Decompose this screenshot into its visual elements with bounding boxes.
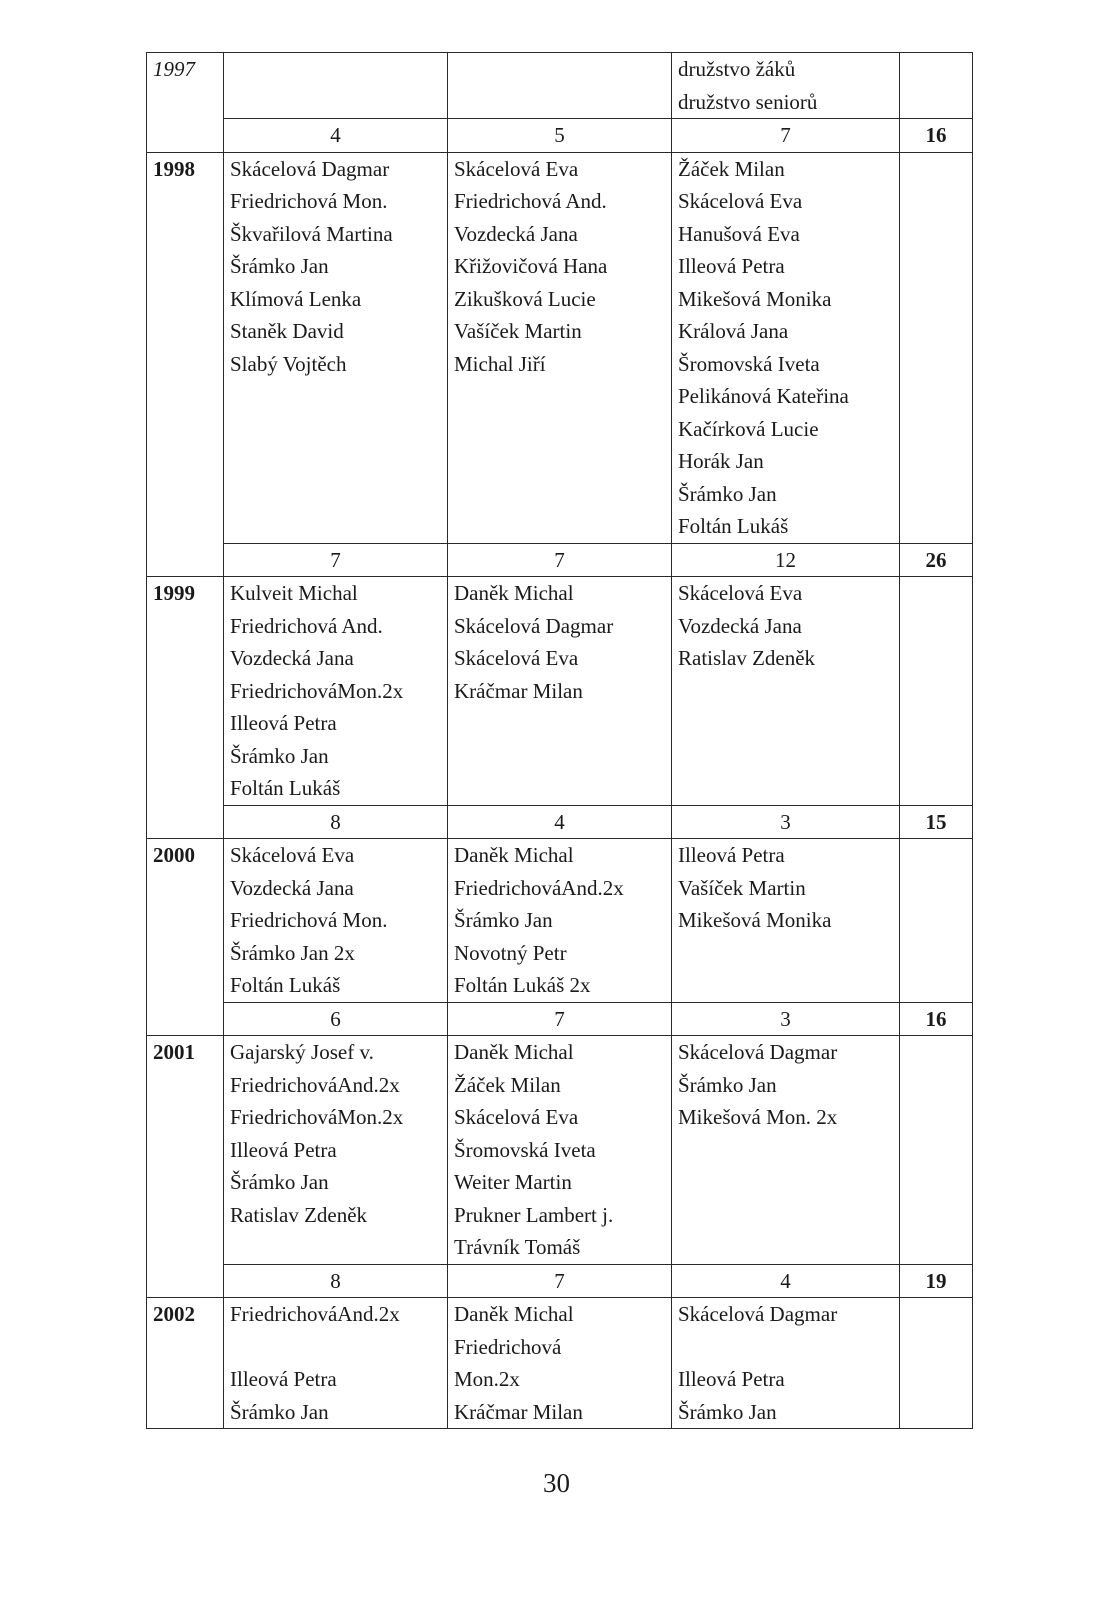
player-name: Mikešová Monika bbox=[678, 286, 832, 311]
player-name: Daněk Michal bbox=[454, 1302, 574, 1326]
player-name: Šrámko Jan bbox=[678, 1399, 777, 1424]
player-name: Foltán Lukáš bbox=[230, 776, 341, 800]
player-name: Illeová Petra bbox=[230, 1137, 337, 1162]
player-name: Mikešová Monika bbox=[678, 908, 832, 932]
names-cell-col-b bbox=[448, 577, 672, 806]
year-label: 2002 bbox=[147, 1298, 224, 1429]
player-name: Králová Jana bbox=[678, 319, 789, 343]
player-name: Skácelová Dagmar bbox=[678, 1302, 838, 1326]
total-count: 15 bbox=[900, 805, 973, 839]
player-name: Prukner Lambert j. bbox=[454, 1202, 614, 1227]
names-cell-col-c bbox=[672, 1298, 900, 1429]
player-name: Staněk David bbox=[230, 319, 344, 343]
player-name: Horák Jan bbox=[678, 449, 764, 473]
year-row bbox=[147, 1036, 973, 1265]
year-label: 1999 bbox=[147, 577, 224, 806]
count-cell: 12 bbox=[672, 543, 900, 577]
player-name: Illeová Petra bbox=[230, 1367, 337, 1391]
player-name: Šrámko Jan bbox=[230, 254, 329, 278]
player-name: Kulveit Michal bbox=[230, 581, 358, 605]
count-cell: 8 bbox=[224, 1264, 448, 1298]
names-cell-col-a bbox=[224, 53, 448, 119]
year-row bbox=[147, 53, 973, 119]
year-continuation bbox=[147, 805, 224, 839]
player-name: Šrámko Jan bbox=[678, 481, 777, 506]
names-cell-col-a bbox=[224, 1036, 448, 1265]
year-continuation bbox=[147, 1264, 224, 1298]
names-cell-col-a bbox=[224, 152, 448, 543]
player-name: Illeová Petra bbox=[678, 843, 785, 867]
total-count: 26 bbox=[900, 543, 973, 577]
count-cell: 5 bbox=[448, 119, 672, 153]
player-name: Šromovská Iveta bbox=[678, 351, 820, 376]
total-blank-cell bbox=[900, 577, 973, 806]
player-name: Ratislav Zdeněk bbox=[678, 646, 816, 670]
names-cell-col-b bbox=[448, 1298, 672, 1429]
player-name: FriedrichováAnd.2x bbox=[230, 1072, 400, 1097]
count-row bbox=[147, 1264, 973, 1298]
player-name: Vozdecká Jana bbox=[230, 646, 354, 670]
player-name: Vozdecká Jana bbox=[678, 613, 802, 638]
names-cell-col-c bbox=[672, 152, 900, 543]
names-cell-col-b bbox=[448, 839, 672, 1003]
roster-table bbox=[146, 52, 973, 1429]
player-name: Foltán Lukáš bbox=[230, 973, 341, 997]
player-name: družstvo žáků bbox=[678, 57, 796, 81]
player-name: Křižovičová Hana bbox=[454, 254, 608, 278]
year-continuation bbox=[147, 543, 224, 577]
names-cell-col-b bbox=[448, 53, 672, 119]
count-cell: 4 bbox=[224, 119, 448, 153]
player-name: Skácelová Eva bbox=[454, 156, 579, 181]
player-name: Michal Jiří bbox=[454, 351, 546, 376]
names-cell-col-c bbox=[672, 577, 900, 806]
player-name: Šrámko Jan bbox=[230, 743, 329, 768]
player-name: Šromovská Iveta bbox=[454, 1137, 596, 1162]
count-cell: 7 bbox=[448, 1002, 672, 1036]
names-cell-col-a bbox=[224, 577, 448, 806]
player-name: Šrámko Jan bbox=[678, 1072, 777, 1097]
year-row bbox=[147, 577, 973, 806]
player-name: Slabý Vojtěch bbox=[230, 351, 347, 376]
player-name: Daněk Michal bbox=[454, 581, 574, 605]
player-name: Vašíček Martin bbox=[454, 319, 582, 343]
player-name: Friedrichová And. bbox=[454, 189, 607, 213]
player-name: Friedrichová And. bbox=[230, 613, 383, 638]
player-name: Žáček Milan bbox=[678, 156, 785, 181]
player-name: Novotný Petr bbox=[454, 940, 567, 965]
count-cell: 3 bbox=[672, 1002, 900, 1036]
player-name: Skácelová Eva bbox=[678, 189, 803, 213]
player-name: FriedrichováAnd.2x bbox=[230, 1302, 400, 1326]
total-count: 16 bbox=[900, 1002, 973, 1036]
player-name: Vašíček Martin bbox=[678, 875, 806, 900]
names-cell-col-c bbox=[672, 53, 900, 119]
total-blank-cell bbox=[900, 839, 973, 1003]
player-name: Gajarský Josef v. bbox=[230, 1040, 374, 1064]
player-name: Vozdecká Jana bbox=[454, 221, 578, 246]
player-name: Kráčmar Milan bbox=[454, 678, 583, 703]
year-row bbox=[147, 1298, 973, 1429]
page-number: 30 bbox=[543, 1468, 570, 1498]
player-name: Vozdecká Jana bbox=[230, 875, 354, 900]
player-name: Šrámko Jan bbox=[454, 908, 553, 932]
player-name: Foltán Lukáš bbox=[678, 514, 789, 538]
count-cell: 7 bbox=[224, 543, 448, 577]
count-cell: 7 bbox=[448, 543, 672, 577]
player-name: Škvařilová Martina bbox=[230, 221, 393, 246]
count-cell: 6 bbox=[224, 1002, 448, 1036]
player-name: Skácelová Eva bbox=[454, 646, 579, 670]
player-name: Kačírková Lucie bbox=[678, 416, 819, 441]
player-name: Skácelová Dagmar bbox=[678, 1040, 838, 1064]
player-name: FriedrichováMon.2x bbox=[230, 678, 404, 703]
count-cell: 3 bbox=[672, 805, 900, 839]
player-name: Skácelová Eva bbox=[230, 843, 355, 867]
player-name: Mikešová Mon. 2x bbox=[678, 1105, 838, 1129]
count-row bbox=[147, 119, 973, 153]
player-name: Illeová Petra bbox=[678, 1367, 785, 1391]
total-blank-cell bbox=[900, 1036, 973, 1265]
player-name: Pelikánová Kateřina bbox=[678, 384, 849, 408]
player-name: Mon.2x bbox=[454, 1367, 520, 1391]
count-row bbox=[147, 543, 973, 577]
count-row bbox=[147, 805, 973, 839]
player-name: Skácelová Eva bbox=[454, 1105, 579, 1129]
player-name: družstvo seniorů bbox=[678, 89, 818, 114]
player-name: Skácelová Dagmar bbox=[230, 156, 390, 181]
total-count: 19 bbox=[900, 1264, 973, 1298]
player-name: Kráčmar Milan bbox=[454, 1399, 583, 1424]
names-cell-col-b bbox=[448, 152, 672, 543]
player-name: Skácelová Eva bbox=[678, 581, 803, 605]
player-name: Šrámko Jan bbox=[230, 1399, 329, 1424]
player-name: Illeová Petra bbox=[230, 711, 337, 735]
count-cell: 7 bbox=[672, 119, 900, 153]
total-blank-cell bbox=[900, 152, 973, 543]
player-name: Friedrichová bbox=[454, 1334, 562, 1359]
total-blank-cell bbox=[900, 53, 973, 119]
player-name: Šrámko Jan 2x bbox=[230, 940, 355, 965]
count-cell: 7 bbox=[448, 1264, 672, 1298]
player-name: FriedrichováMon.2x bbox=[230, 1105, 404, 1129]
total-count: 16 bbox=[900, 119, 973, 153]
year-continuation bbox=[147, 1002, 224, 1036]
year-label: 2001 bbox=[147, 1036, 224, 1265]
year-row bbox=[147, 839, 973, 1003]
year-continuation bbox=[147, 119, 224, 153]
player-name: Žáček Milan bbox=[454, 1072, 561, 1097]
year-label: 1997 bbox=[147, 53, 224, 119]
names-cell-col-a bbox=[224, 1298, 448, 1429]
total-blank-cell bbox=[900, 1298, 973, 1429]
player-name bbox=[678, 1331, 893, 1364]
player-name: Friedrichová Mon. bbox=[230, 908, 388, 932]
player-name: Klímová Lenka bbox=[230, 286, 362, 311]
player-name: Weiter Martin bbox=[454, 1170, 572, 1194]
year-label: 2000 bbox=[147, 839, 224, 1003]
roster-body bbox=[147, 53, 973, 1429]
count-cell: 4 bbox=[672, 1264, 900, 1298]
count-cell: 4 bbox=[448, 805, 672, 839]
names-cell-col-a bbox=[224, 839, 448, 1003]
player-name: Illeová Petra bbox=[678, 254, 785, 278]
player-name: Foltán Lukáš 2x bbox=[454, 973, 591, 997]
year-row bbox=[147, 152, 973, 543]
player-name: Ratislav Zdeněk bbox=[230, 1202, 368, 1227]
count-row bbox=[147, 1002, 973, 1036]
names-cell-col-c bbox=[672, 839, 900, 1003]
player-name: Daněk Michal bbox=[454, 843, 574, 867]
player-name: FriedrichováAnd.2x bbox=[454, 875, 624, 900]
player-name: Skácelová Dagmar bbox=[454, 613, 614, 638]
player-name: Šrámko Jan bbox=[230, 1170, 329, 1194]
player-name: Hanušová Eva bbox=[678, 221, 800, 246]
year-label: 1998 bbox=[147, 152, 224, 543]
names-cell-col-b bbox=[448, 1036, 672, 1265]
count-cell: 8 bbox=[224, 805, 448, 839]
player-name bbox=[230, 1331, 441, 1364]
player-name: Trávník Tomáš bbox=[454, 1235, 581, 1259]
names-cell-col-c bbox=[672, 1036, 900, 1265]
player-name: Zikušková Lucie bbox=[454, 286, 596, 311]
player-name: Daněk Michal bbox=[454, 1040, 574, 1064]
player-name: Friedrichová Mon. bbox=[230, 189, 388, 213]
